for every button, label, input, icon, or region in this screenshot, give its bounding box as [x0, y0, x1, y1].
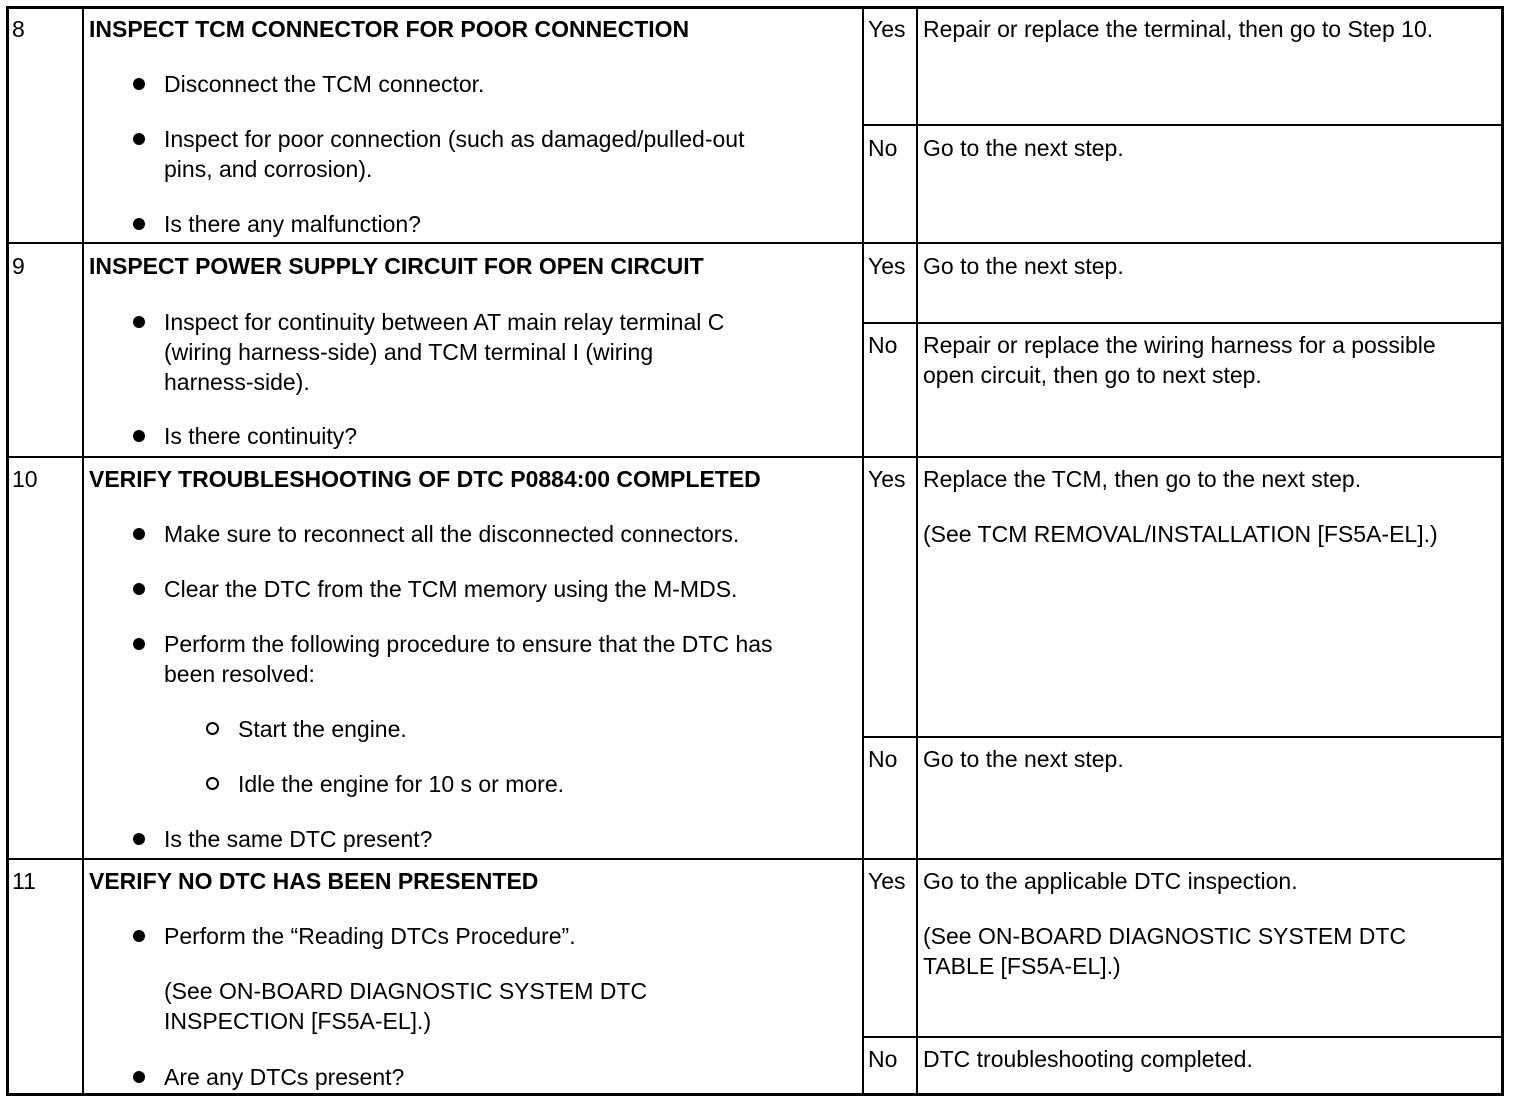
sub-bullet-icon: [206, 722, 219, 735]
yes-action: Replace the TCM, then go to the next step.: [923, 466, 1362, 492]
step-question: Are any DTCs present?: [164, 1064, 405, 1090]
step-question: Is there any malfunction?: [164, 211, 421, 237]
bullet-icon: [133, 833, 145, 845]
step-item: Inspect for continuity between AT main relay terminal C: [164, 309, 725, 335]
column-divider-step: [82, 6, 84, 1096]
row-divider: [6, 242, 1504, 244]
sub-bullet-icon: [206, 777, 219, 790]
yes-no-divider: [862, 1036, 1504, 1038]
step-item: been resolved:: [164, 661, 315, 687]
step-question: Is the same DTC present?: [164, 826, 433, 852]
step-number: 8: [12, 16, 25, 42]
yes-reference: (See ON-BOARD DIAGNOSTIC SYSTEM DTC: [923, 923, 1407, 949]
step-item-reference: INSPECTION [FS5A-EL].): [164, 1008, 432, 1034]
yes-reference: TABLE [FS5A-EL].): [923, 953, 1121, 979]
no-action: open circuit, then go to next step.: [923, 362, 1262, 388]
step-item: (wiring harness-side) and TCM terminal I (wiring: [164, 339, 654, 365]
yes-action: Repair or replace the terminal, then go to Step 10.: [923, 16, 1434, 42]
yes-label: Yes: [868, 466, 906, 492]
yes-no-divider: [862, 322, 1504, 324]
step-item: Make sure to reconnect all the disconnected connectors.: [164, 521, 740, 547]
bullet-icon: [133, 430, 145, 442]
step-title: VERIFY TROUBLESHOOTING OF DTC P0884:00 COMPLETED: [89, 466, 761, 492]
step-item: Perform the following procedure to ensure that the DTC has: [164, 631, 773, 657]
yes-no-divider: [862, 736, 1504, 738]
yes-label: Yes: [868, 868, 906, 894]
step-item-reference: (See ON-BOARD DIAGNOSTIC SYSTEM DTC: [164, 978, 648, 1004]
bullet-icon: [133, 930, 145, 942]
bullet-icon: [133, 1071, 145, 1083]
no-action: DTC troubleshooting completed.: [923, 1046, 1253, 1072]
column-divider-answer: [916, 6, 918, 1096]
step-number: 10: [12, 466, 38, 492]
bullet-icon: [133, 316, 145, 328]
row-divider: [6, 456, 1504, 458]
bullet-icon: [133, 218, 145, 230]
bullet-icon: [133, 583, 145, 595]
step-item: Perform the “Reading DTCs Procedure”.: [164, 923, 576, 949]
no-label: No: [868, 332, 898, 358]
yes-action: Go to the next step.: [923, 253, 1124, 279]
yes-reference: (See TCM REMOVAL/INSTALLATION [FS5A-EL].): [923, 521, 1438, 547]
column-divider-procedure: [862, 6, 864, 1096]
step-title: VERIFY NO DTC HAS BEEN PRESENTED: [89, 868, 539, 894]
sub-item: Idle the engine for 10 s or more.: [238, 771, 565, 797]
bullet-icon: [133, 528, 145, 540]
no-label: No: [868, 1046, 898, 1072]
sub-item: Start the engine.: [238, 716, 407, 742]
step-item: harness-side).: [164, 369, 310, 395]
step-title: INSPECT POWER SUPPLY CIRCUIT FOR OPEN CIRCUIT: [89, 253, 704, 279]
step-item: Disconnect the TCM connector.: [164, 71, 485, 97]
yes-action: Go to the applicable DTC inspection.: [923, 868, 1298, 894]
bullet-icon: [133, 638, 145, 650]
no-action: Go to the next step.: [923, 746, 1124, 772]
bullet-icon: [133, 78, 145, 90]
yes-label: Yes: [868, 253, 906, 279]
yes-no-divider: [862, 124, 1504, 126]
step-question: Is there continuity?: [164, 423, 358, 449]
no-label: No: [868, 746, 898, 772]
row-divider: [6, 858, 1504, 860]
step-item: pins, and corrosion).: [164, 156, 373, 182]
no-action: Go to the next step.: [923, 135, 1124, 161]
no-action: Repair or replace the wiring harness for a possible: [923, 332, 1436, 358]
step-number: 11: [12, 868, 36, 894]
no-label: No: [868, 135, 898, 161]
step-title: INSPECT TCM CONNECTOR FOR POOR CONNECTION: [89, 16, 690, 42]
step-item: Clear the DTC from the TCM memory using the M-MDS.: [164, 576, 738, 602]
step-number: 9: [12, 253, 25, 279]
step-item: Inspect for poor connection (such as damaged/pulled-out: [164, 126, 745, 152]
bullet-icon: [133, 133, 145, 145]
yes-label: Yes: [868, 16, 906, 42]
